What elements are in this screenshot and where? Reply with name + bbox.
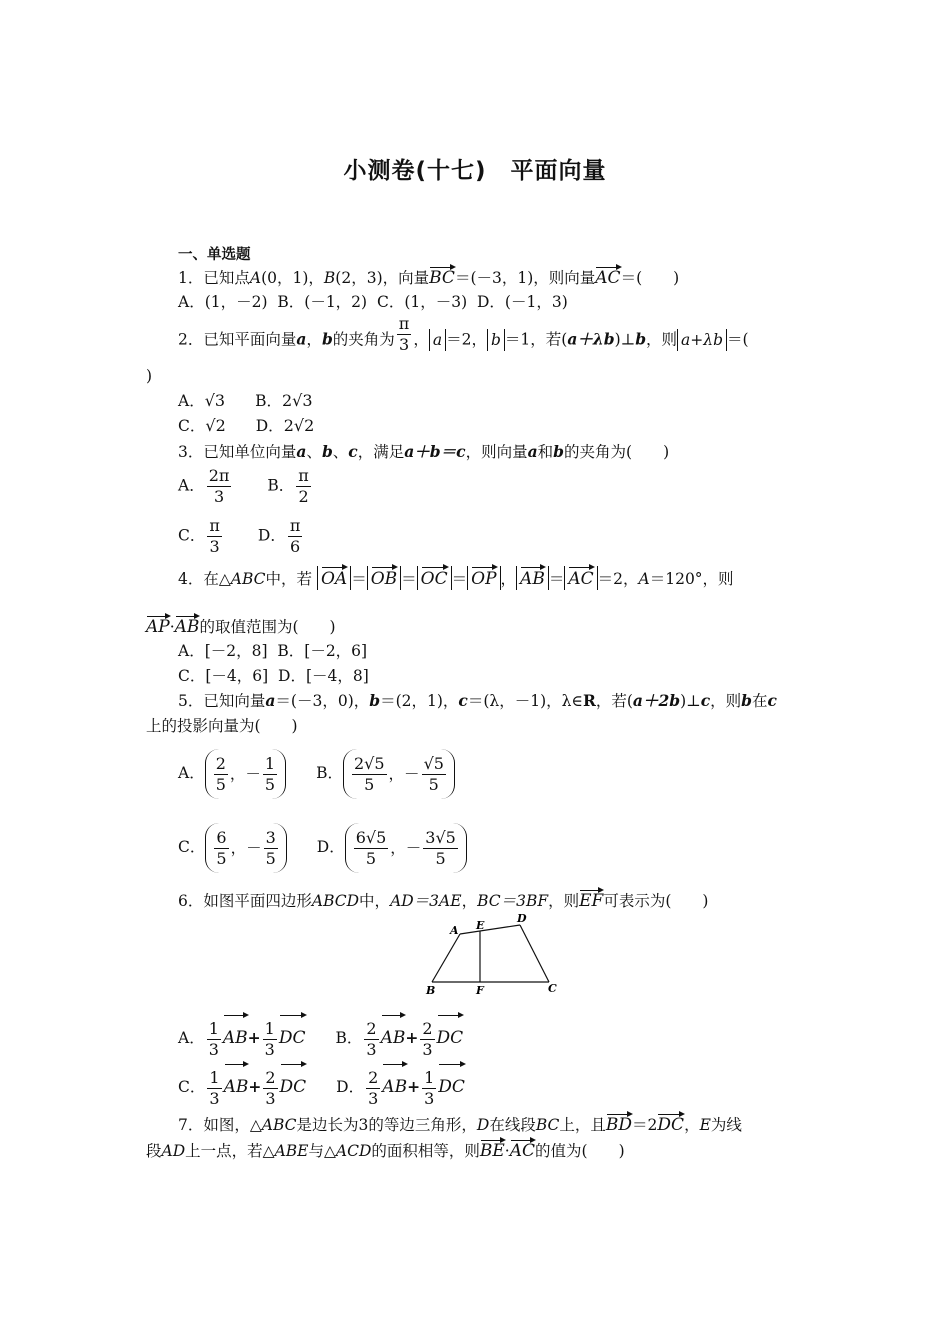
question-4-options-ab: A．[－2，8] B．[－2，6] — [178, 642, 368, 660]
option-b: B．(－1，2) — [277, 293, 368, 311]
option-c: C．(1，－3) — [376, 293, 468, 311]
label-d: D — [517, 912, 527, 925]
question-3-options-ab: A． $\frac{2\pi}{3}$ B． $\frac{\pi}{2}$ — [178, 466, 309, 506]
question-4: 4．在△ABC中，若 OA ＝ OB ＝ OC ＝ OP ， AB ＝ AC ＝2，A＝120°，则 — [178, 566, 734, 590]
question-7: 7．如图，△ABC是边长为3的等边三角形，D在线段BC上，且BD＝2DC，E为线 — [178, 1115, 742, 1135]
question-7-line2: 段AD上一点，若△ABE与△ACD的面积相等，则BE·AC的值为( ) — [146, 1141, 625, 1161]
question-1: 1．已知点A(0，1)，B(2，3)，向量BC＝(－3，1)，则向量AC＝( ) — [178, 268, 680, 288]
vector-ac: AC — [595, 268, 621, 288]
label-b: B — [426, 984, 436, 997]
question-2-options-ab: A．√3 B．2√3 — [178, 391, 313, 410]
question-4-options-cd: C．[－4，6] D．[－4，8] — [178, 667, 369, 685]
question-1-options — [178, 292, 568, 312]
section-heading: 一、单选题 — [178, 247, 251, 263]
option-d: D．(－1，3) — [477, 293, 568, 311]
page-title: 小测卷(十七) 平面向量 — [343, 158, 607, 184]
question-2: 2．已知平面向量a，b的夹角为 $\frac{\pi}{3}$ ， a ＝2， b ＝1，若(a＋λb)⊥b，则 a+λb ＝( — [178, 314, 749, 354]
question-5-options-ab: A． $\frac{2}{5}$ ，－ $\frac{1}{5}$ B． $\frac{2√5}{5}$ ，－ $\frac{√5}{5}$ — [178, 748, 455, 799]
label-c: C — [548, 982, 557, 995]
label-a: A — [450, 924, 459, 937]
label-f: F — [476, 984, 484, 997]
label-e: E — [476, 919, 485, 932]
question-2-options-cd: C．√2 D．2√2 — [178, 416, 315, 435]
question-5-options-cd: C． $\frac{6}{5}$ ，－ $\frac{3}{5}$ D． $\frac{6√5}{5}$ ，－ $\frac{3√5}{5}$ — [178, 822, 467, 873]
question-3: 3．已知单位向量a、b、c，满足a＋b＝c，则向量a和b的夹角为( ) — [178, 442, 670, 461]
question-6: 6．如图平面四边形ABCD中，AD＝3AE，BC＝3BF，则EF可表示为( ) — [178, 891, 709, 911]
question-6-options-cd: C． $\frac{1}{3}$ AB+ $\frac{2}{3}$ DC D． $\frac{2}{3}$ AB+ $\frac{1}{3}$ DC — [178, 1063, 465, 1109]
option-a: A．(1，－2) — [178, 293, 268, 311]
vector-bc: BC — [429, 268, 455, 288]
question-5: 5．已知向量a＝(－3，0)，b＝(2，1)，c＝(λ，－1)，λ∈R，若(a＋2b)⊥c，则b在c — [178, 691, 777, 710]
quadrilateral-figure — [420, 912, 570, 997]
worksheet-page: 小测卷(十七) 平面向量 一、单选题 1．已知点A(0，1)，B(2，3)，向量BC＝(－3，1)，则向量AC＝( ) A．(1，－2) B．(－1，2) C．(1，－3) D．(－1，3) 2．已知平面向量a，b的夹角为 $\frac{\pi}{3}$ ， a ＝2， b ＝1，若(a＋λb)⊥b，则 a+λb ＝( ) A．√3 B．2√3 C．√2 D．2√2 3．已知单位向量a、b、c，满足a＋b＝c，则向量a和b的夹角为( ) A． $\frac{2\pi}{3}$ B． $\frac{\pi}{2}$ C． $\frac{\pi}{3}$ D． $\frac{\pi}{6}$ 4．在△ABC中，若 OA ＝ OB ＝ OC ＝ OP ， AB ＝ AC ＝2，A＝120°，则 AP·AB的取值范围为( ) A．[－2，8] B．[－2，6] C．[－4，6] D．[－4，8] 5．已知向量a＝(－3，0)，b＝(2，1)，c＝(λ，－1)，λ∈R，若(a＋2b)⊥c，则b在c 上的投影向量为( ) A． $\frac{2}{5}$ ，－ $\frac{1}{5}$ B． $\frac{2√5}{5}$ ，－ $\frac{√5}{5}$ C． $\frac{6}{5}$ ，－ $\frac{3}{5}$ D． $\frac{6√5}{5}$ ，－ $\frac{3√5}{5}$ 6．如图平面四边形ABCD中，AD＝3AE，BC＝3BF，则EF可表示为( ) A E D B F C A． $\frac{1}{3}$ AB+ $\frac{1}{3}$ DC B． $\frac{2}{3}$ AB+ $\frac{2}{3}$ DC C． $\frac{1}{3}$ AB+ $\frac{2}{3}$ DC D． $\frac{2}{3}$ AB+ $\frac{1}{3}$ DC 7．如图，△ABC是边长为3的等边三角形，D在线段BC上，且BD＝2DC，E为线 段AD上一点，若△ABE与△ACD的面积相等，则BE·AC的值为( ) — [0, 0, 950, 1344]
question-6-options-ab: A． $\frac{1}{3}$ AB+ $\frac{1}{3}$ DC B． $\frac{2}{3}$ AB+ $\frac{2}{3}$ DC — [178, 1014, 463, 1060]
question-4-line2: AP·AB的取值范围为( ) — [146, 617, 336, 637]
question-3-options-cd: C． $\frac{\pi}{3}$ D． $\frac{\pi}{6}$ — [178, 516, 301, 556]
